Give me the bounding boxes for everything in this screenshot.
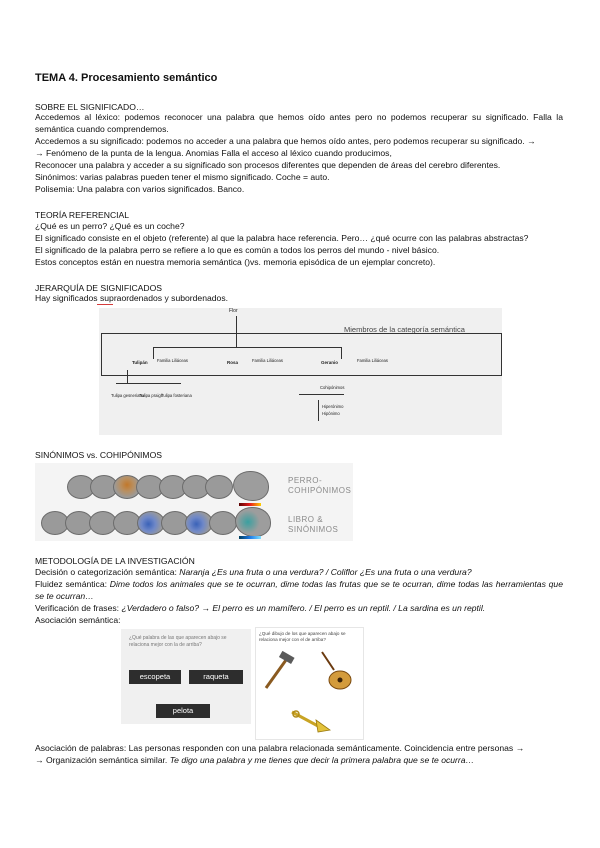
teoria-line-4: Estos conceptos están en nuestra memoria semántica ()vs. memoria episódica de un ejemplar concreto).: [35, 257, 436, 267]
legend-libro: [288, 515, 338, 535]
hierarchy-figure: [99, 308, 502, 435]
page-title: TEMA 4. Procesamiento semántico: [35, 72, 218, 84]
brain-scans-figure: [35, 463, 353, 541]
hierarchy-branch-right: [341, 347, 342, 359]
subordinate-3: Tulipa fosteriana: [161, 393, 192, 398]
member-geranio-feature: Familia Liliáceas: [357, 358, 388, 363]
hiponimo-label: Hipónimo: [322, 411, 340, 416]
verificacion-text: ¿Verdadero o falso? → El perro es un mamífero. / El perro es un reptil. / La sardina es un reptil.: [121, 603, 486, 613]
section-heading-metodologia: METODOLOGÍA DE LA INVESTIGACIÓN: [35, 556, 195, 566]
metodo-decision: [35, 567, 472, 579]
asociacion-semantica-label: Asociación semántica:: [35, 615, 121, 625]
picture-association-task: [255, 627, 364, 740]
subordinate-branch: [116, 383, 181, 384]
cohiponimos-arrow: [299, 394, 344, 395]
subordinate-2: Tulipa praigil: [139, 393, 163, 398]
hierarchy-top-label: Flor: [229, 308, 238, 314]
brain-scan: [205, 475, 233, 499]
word-association-task: [121, 629, 251, 724]
section-heading-teoria: TEORÍA REFERENCIAL: [35, 210, 130, 220]
hammer-icon[interactable]: [266, 651, 295, 688]
legend-libro-line-2: SINÓNIMOS: [288, 525, 339, 534]
brain-scan: [209, 511, 237, 535]
asociacion-ultima-linea: [35, 755, 474, 767]
asociacion-palabras: [35, 743, 524, 755]
organizacion-semantica-text: → Organización semántica similar.: [35, 755, 168, 765]
paragraph-procesos: Reconocer una palabra y acceder a su significado son procesos diferentes que dependen de áreas del cerebro diferentes.: [35, 160, 501, 170]
picture-task-question-line-2: relaciona mejor con el de arriba?: [259, 637, 326, 642]
paragraph-punta-lengua: → Fenómeno de la punta de la lengua. Anomias Falla el acceso al léxico cuando producimos,: [35, 148, 392, 158]
option-raqueta-button[interactable]: raqueta: [189, 670, 243, 684]
option-escopeta-button[interactable]: escopeta: [129, 670, 181, 684]
subordinate-connector: [127, 370, 128, 383]
cohiponimos-label: Cohipónimos: [320, 385, 345, 390]
trumpet-icon[interactable]: [292, 711, 330, 732]
member-geranio: Geranio: [321, 360, 339, 365]
member-rosa: Rosa: [227, 360, 239, 365]
legend-perro: [288, 476, 351, 496]
legend-libro-line-1: LIBRO &: [288, 515, 324, 524]
teoria-line-1: ¿Qué es un perro? ¿Qué es un coche?: [35, 221, 185, 231]
section-heading-sinonimos: SINÓNIMOS vs. COHIPÓNIMOS: [35, 450, 163, 460]
category-members-label: Miembros de la categoría semántica: [344, 325, 465, 334]
hiperonimo-label: Hiperónimo: [322, 404, 344, 409]
legend-perro-line-1: PERRO-: [288, 476, 323, 485]
decision-label: Decisión o categorización semántica:: [35, 567, 177, 577]
word-task-question-line-2: relaciona mejor con la de arriba?: [129, 642, 202, 648]
hierarchy-branch-left: [153, 347, 154, 359]
guitar-icon[interactable]: [322, 652, 351, 689]
te-digo-una-palabra-text: Te digo una palabra y me tienes que decir la primera palabra que se te ocurra…: [169, 755, 475, 765]
colorbar-blue: [239, 536, 261, 539]
subordinate-1: Tulipa gesneriana: [111, 393, 145, 398]
metodo-verificacion: [35, 603, 485, 615]
hiper-hipo-arrow: [318, 400, 319, 421]
paragraph-polisemia: Polisemia: Una palabra con varios significados. Banco.: [35, 184, 245, 194]
red-underline-mark: [97, 304, 113, 305]
brain-3d-cohiponimos: [233, 471, 269, 501]
picture-options: [260, 646, 360, 738]
legend-perro-line-2: COHIPÓNIMOS: [288, 486, 352, 495]
asociacion-palabras-text: Las personas responden con una palabra relacionada semánticamente. Coincidencia entre personas →: [128, 743, 525, 753]
option-pelota-button[interactable]: pelota: [156, 704, 210, 718]
hierarchy-branch-line: [153, 347, 341, 348]
metodo-fluidez: [35, 579, 563, 602]
category-members-box: [101, 333, 502, 376]
picture-task-question: [259, 631, 346, 643]
section-heading-jerarquia: JERARQUÍA DE SIGNIFICADOS: [35, 283, 163, 293]
decision-text: Naranja ¿Es una fruta o una verdura? / Coliflor ¿Es una fruta o una verdura?: [179, 567, 472, 577]
member-rosa-feature: Familia Liliáceas: [252, 358, 283, 363]
paragraph-lexico: Accedemos al léxico: podemos reconocer una palabra que hemos oído antes pero no podemos recuperar su significado. Falla la semántica cuando comprendemos.: [35, 112, 563, 134]
word-task-question-line-1: ¿Qué palabra de las que aparecen abajo se: [129, 635, 227, 641]
teoria-line-2: El significado consiste en el objeto (referente) al que la palabra hace referencia. Pero… ¿qué ocurre con las palabras abstractas?: [35, 233, 529, 243]
picture-task-question-line-1: ¿Qué dibujo de los que aparecen abajo se: [259, 631, 346, 636]
paragraph-significado: Accedemos a su significado: podemos no acceder a una palabra que hemos oído antes, pero podemos recuperar su significado. →: [35, 136, 536, 146]
word-task-question: [129, 635, 227, 649]
member-tulipan-feature: Familia Liliáceas: [157, 358, 188, 363]
asociacion-palabras-label: Asociación de palabras:: [35, 743, 127, 753]
verificacion-label: Verificación de frases:: [35, 603, 120, 613]
brain-3d-sinonimos: [235, 507, 271, 537]
paragraph-sinonimos: Sinónimos: varias palabras pueden tener el mismo significado. Coche = auto.: [35, 172, 330, 182]
jerarquia-line-1: Hay significados supraordenados y subordenados.: [35, 293, 229, 303]
teoria-line-3: El significado de la palabra perro se refiere a lo que es común a todos los perros del mundo - nivel básico.: [35, 245, 440, 255]
colorbar-red: [239, 503, 261, 506]
section-heading-significado: SOBRE EL SIGNIFICADO…: [35, 102, 145, 112]
member-tulipan: Tulipán: [132, 360, 148, 365]
fluidez-text: Dime todos los animales que se te ocurran, dime todas las frutas que se te ocurran, dime todas las herramientas que se te ocurran…: [35, 579, 563, 601]
fluidez-label: Fluidez semántica:: [35, 579, 108, 589]
